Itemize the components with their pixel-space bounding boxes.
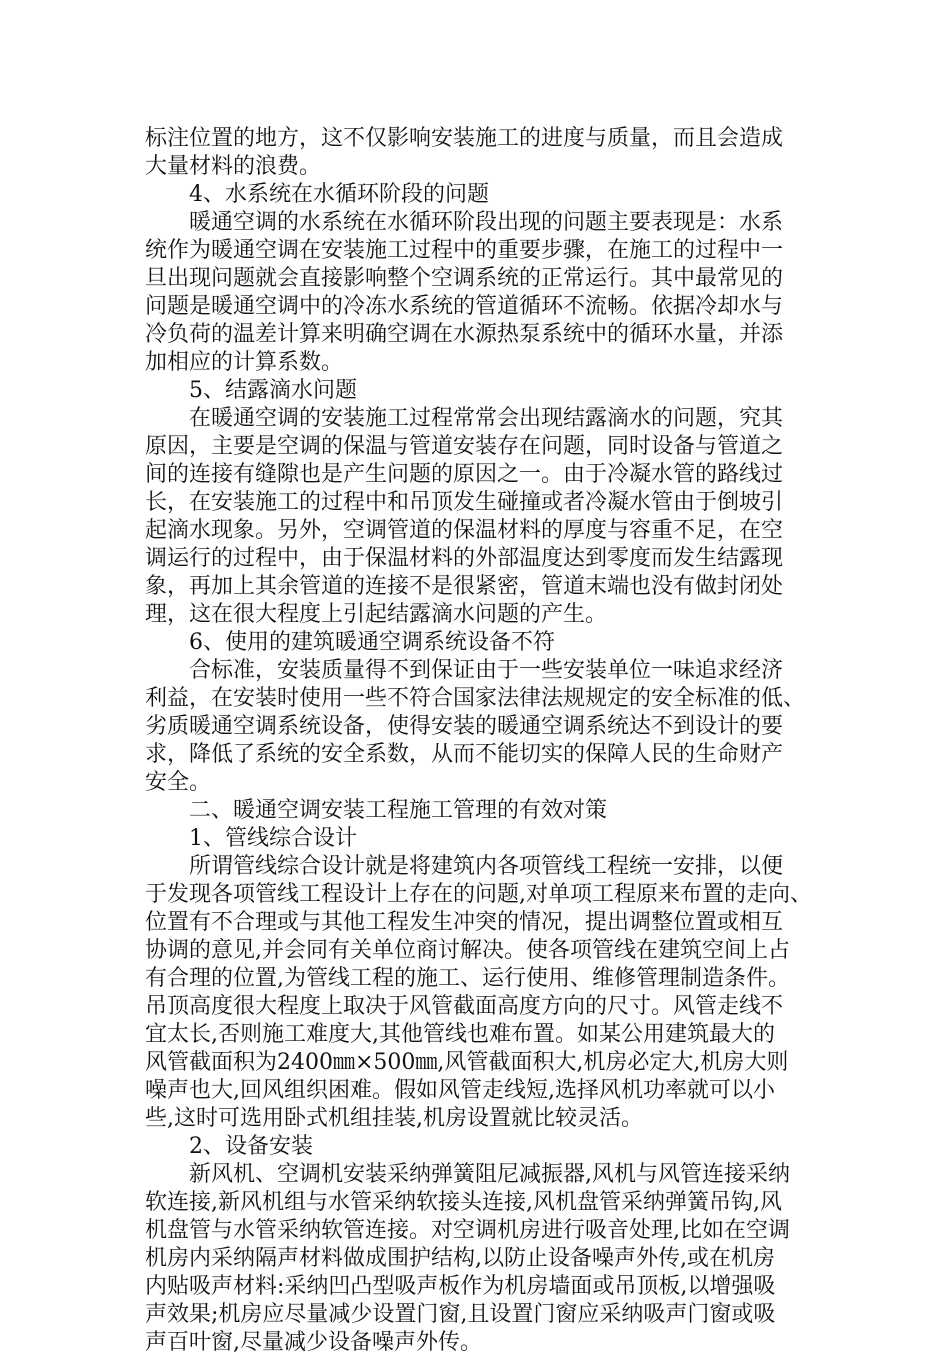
text-line: 新风机、空调机安装采纳弹簧阻尼减振器,风机与风管连接采纳 [189, 1162, 790, 1187]
text-line: 在暖通空调的安装施工过程常常会出现结露滴水的问题，究其 [189, 406, 784, 431]
text-line: 于发现各项管线工程设计上存在的问题,对单项工程原来布置的走向、 [145, 882, 812, 907]
text-line: 理，这在很大程度上引起结露滴水问题的产生。 [145, 602, 608, 627]
text-line: 噪声也大,回风组织困难。假如风管走线短,选择风机功率就可以小 [145, 1078, 775, 1103]
text-line: 内贴吸声材料:采纳凹凸型吸声板作为机房墙面或吊顶板,以增强吸 [145, 1274, 776, 1299]
text-line: 加相应的计算系数。 [145, 350, 344, 375]
section-heading: 1、管线综合设计 [189, 826, 357, 851]
text-line: 调运行的过程中，由于保温材料的外部温度达到零度而发生结露现 [145, 546, 784, 571]
text-line: 象，再加上其余管道的连接不是很紧密，管道末端也没有做封闭处 [145, 574, 784, 599]
text-line: 旦出现问题就会直接影响整个空调系统的正常运行。其中最常见的 [145, 266, 784, 291]
chapter-heading: 二、暖通空调安装工程施工管理的有效对策 [189, 798, 608, 823]
text-line: 安全。 [145, 770, 212, 795]
text-line: 些,这时可选用卧式机组挂装,机房设置就比较灵活。 [145, 1106, 643, 1131]
text-line: 暖通空调的水系统在水循环阶段出现的问题主要表现是：水系 [189, 210, 784, 235]
text-line: 所谓管线综合设计就是将建筑内各项管线工程统一安排，以便 [189, 854, 784, 879]
text-line: 原因，主要是空调的保温与管道安装存在问题，同时设备与管道之 [145, 434, 784, 459]
text-line: 统作为暖通空调在安装施工过程中的重要步骤，在施工的过程中一 [145, 238, 784, 263]
text-line: 有合理的位置,为管线工程的施工、运行使用、维修管理制造条件。 [145, 966, 790, 991]
text-line: 声效果;机房应尽量减少设置门窗,且设置门窗应采纳吸声门窗或吸 [145, 1302, 776, 1327]
text-line: 宜太长,否则施工难度大,其他管线也难布置。如某公用建筑最大的 [145, 1022, 775, 1047]
text-line: 位置有不合理或与其他工程发生冲突的情况，提出调整位置或相互 [145, 910, 784, 935]
text-line: 协调的意见,并会同有关单位商讨解决。使各项管线在建筑空间上占 [145, 938, 790, 963]
text-line: 大量材料的浪费。 [145, 154, 322, 179]
section-heading: 6、使用的建筑暖通空调系统设备不符 [189, 630, 555, 655]
section-heading: 4、水系统在水循环阶段的问题 [189, 182, 489, 207]
text-line: 利益，在安装时使用一些不符合国家法律法规规定的安全标准的低、 [145, 686, 806, 711]
text-line: 合标准，安装质量得不到保证由于一些安装单位一味追求经济 [189, 658, 784, 683]
text-line: 间的连接有缝隙也是产生问题的原因之一。由于冷凝水管的路线过 [145, 462, 784, 487]
text-line: 机盘管与水管采纳软管连接。对空调机房进行吸音处理,比如在空调 [145, 1218, 790, 1243]
text-line: 起滴水现象。另外，空调管道的保温材料的厚度与容重不足，在空 [145, 518, 784, 543]
text-line: 冷负荷的温差计算来明确空调在水源热泵系统中的循环水量，并添 [145, 322, 784, 347]
section-heading: 5、结露滴水问题 [189, 378, 357, 403]
text-line: 吊顶高度很大程度上取决于风管截面高度方向的尺寸。风管走线不 [145, 994, 784, 1019]
text-line: 风管截面积为2400㎜×500㎜,风管截面积大,机房必定大,机房大则 [145, 1050, 789, 1075]
text-line: 长，在安装施工的过程中和吊顶发生碰撞或者冷凝水管由于倒坡引 [145, 490, 784, 515]
text-line: 标注位置的地方，这不仅影响安装施工的进度与质量，而且会造成 [145, 126, 784, 151]
text-line: 软连接,新风机组与水管采纳软接头连接,风机盘管采纳弹簧吊钩,风 [145, 1190, 782, 1215]
section-heading: 2、设备安装 [189, 1134, 313, 1159]
text-line: 机房内采纳隔声材料做成围护结构,以防止设备噪声外传,或在机房 [145, 1246, 775, 1271]
text-line: 劣质暖通空调系统设备，使得安装的暖通空调系统达不到设计的要 [145, 714, 784, 739]
text-line: 声百叶窗,尽量减少设备噪声外传。 [145, 1330, 482, 1355]
text-line: 求，降低了系统的安全系数，从而不能切实的保障人民的生命财产 [145, 742, 784, 767]
text-line: 问题是暖通空调中的冷冻水系统的管道循环不流畅。依据冷却水与 [145, 294, 784, 319]
